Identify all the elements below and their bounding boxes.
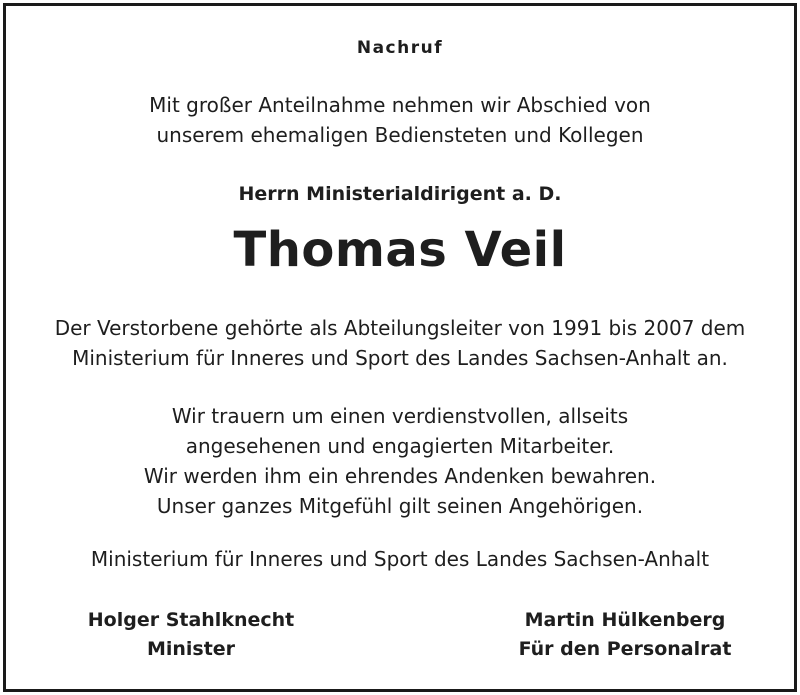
deceased-name: Thomas Veil [233,222,567,278]
mourning-line: Unser ganzes Mitgefühl gilt seinen Angehörigen. [156,494,644,518]
ministry-name: Ministerium für Inneres und Sport des Landes Sachsen-Anhalt [90,547,710,571]
obituary-notice [3,3,797,692]
mourning-paragraph [6,401,794,521]
intro-paragraph [6,90,794,150]
career-line: Ministerium für Inneres und Sport des Landes Sachsen-Anhalt an. [72,346,728,370]
career-paragraph [6,313,794,373]
signatory-name: Martin Hülkenberg [524,609,726,631]
intro-line: Mit großer Anteilnahme nehmen wir Abschied von [149,93,651,117]
notice-heading: Nachruf [356,38,444,58]
signatory-minister [76,606,306,664]
signatory-role: Minister [146,638,236,660]
signatory-role: Für den Personalrat [518,638,732,660]
signatory-name: Holger Stahlknecht [87,609,295,631]
mourning-line: Wir werden ihm ein ehrendes Andenken bewahren. [143,464,657,488]
intro-line: unserem ehemaligen Bediensteten und Kollegen [156,123,644,147]
deceased-title: Herrn Ministerialdirigent a. D. [238,183,562,205]
signatory-staff-council [506,606,744,664]
mourning-line: angesehenen und engagierten Mitarbeiter. [185,434,615,458]
career-line: Der Verstorbene gehörte als Abteilungsleiter von 1991 bis 2007 dem [54,316,746,340]
mourning-line: Wir trauern um einen verdienstvollen, allseits [171,404,629,428]
